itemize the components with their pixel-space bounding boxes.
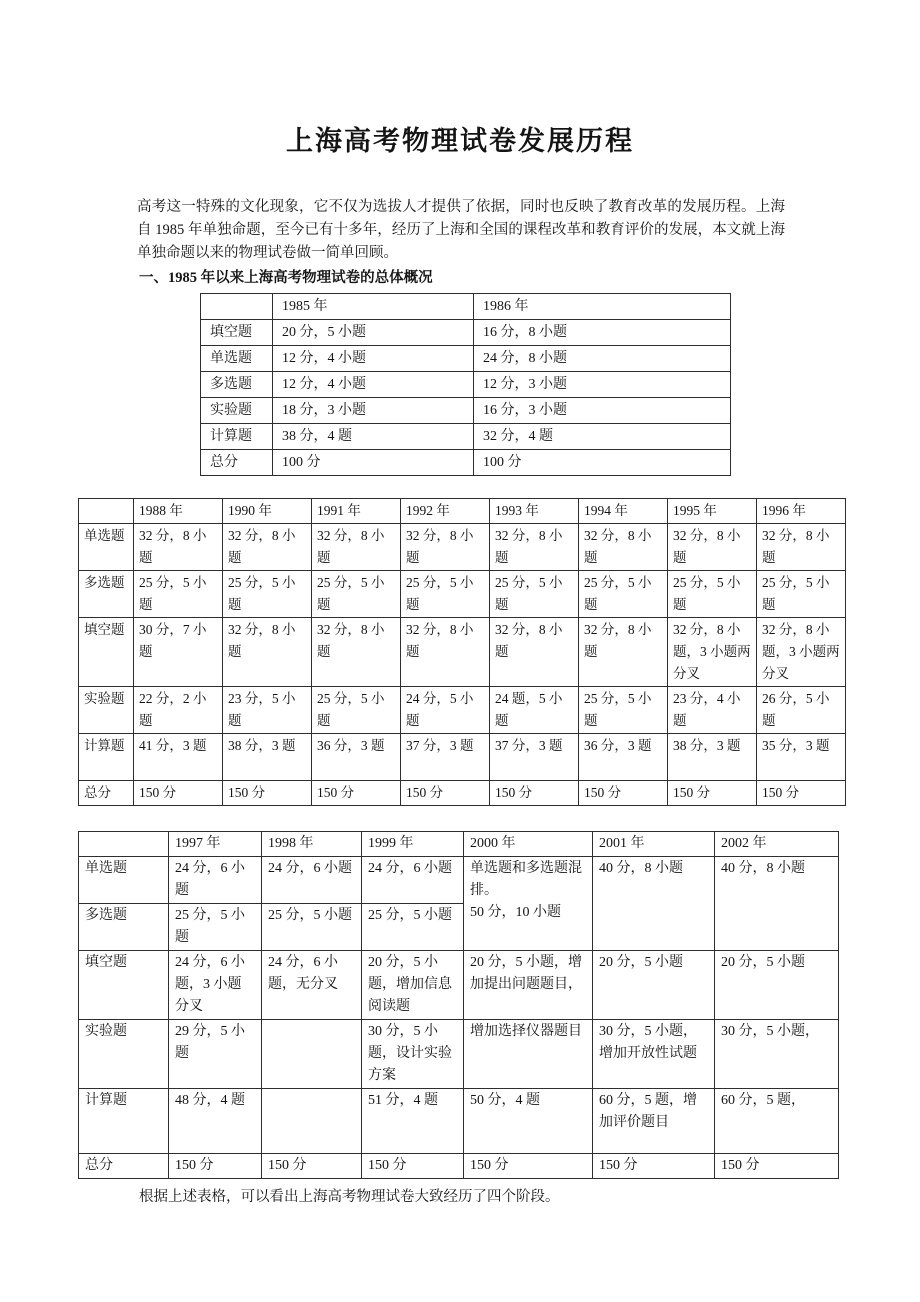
data-cell: 150 分 xyxy=(579,781,668,806)
table-row xyxy=(201,372,731,398)
year-header-cell: 1998 年 xyxy=(262,832,362,857)
exam-table-1997-2002 xyxy=(78,831,839,1179)
data-cell: 30 分，7 小题 xyxy=(134,618,223,687)
data-cell: 100 分 xyxy=(273,450,474,476)
data-cell: 37 分，3 题 xyxy=(401,734,490,781)
data-cell: 35 分，3 题 xyxy=(757,734,846,781)
data-cell: 25 分，5 小题 xyxy=(134,571,223,618)
data-cell: 24 分，6 小题，无分叉 xyxy=(262,951,362,1020)
row-label-cell: 总分 xyxy=(79,1154,169,1179)
data-cell: 25 分，5 小题 xyxy=(401,571,490,618)
data-cell: 16 分，8 小题 xyxy=(474,320,731,346)
data-cell: 24 分，5 小题 xyxy=(401,687,490,734)
data-cell xyxy=(262,1020,362,1089)
year-header-cell: 2001 年 xyxy=(593,832,715,857)
data-cell xyxy=(262,1089,362,1154)
row-label-cell: 实验题 xyxy=(79,1020,169,1089)
data-cell: 100 分 xyxy=(474,450,731,476)
data-cell: 60 分，5 题，增加评价题目 xyxy=(593,1089,715,1154)
row-label-cell: 多选题 xyxy=(201,372,273,398)
table-row xyxy=(79,951,839,1020)
data-cell: 25 分，5 小题 xyxy=(312,571,401,618)
closing-paragraph: 根据上述表格，可以看出上海高考物理试卷大致经历了四个阶段。 xyxy=(139,1189,560,1205)
row-label-cell: 计算题 xyxy=(79,1089,169,1154)
table-row xyxy=(79,1154,839,1179)
data-cell: 20 分，5 小题，增加提出问题题目， xyxy=(464,951,593,1020)
row-label-cell: 总分 xyxy=(79,781,134,806)
year-header-cell: 2000 年 xyxy=(464,832,593,857)
data-cell: 30 分，5 小题， xyxy=(715,1020,839,1089)
data-cell: 23 分，4 小题 xyxy=(668,687,757,734)
section-heading: 一、1985 年以来上海高考物理试卷的总体概况 xyxy=(139,270,433,286)
data-cell: 25 分，5 小题 xyxy=(169,904,262,951)
year-header-cell: 1992 年 xyxy=(401,499,490,524)
data-cell: 150 分 xyxy=(223,781,312,806)
table-row xyxy=(201,398,731,424)
data-cell: 25 分，5 小题 xyxy=(579,571,668,618)
row-label-cell: 计算题 xyxy=(79,734,134,781)
data-cell: 150 分 xyxy=(490,781,579,806)
table-row xyxy=(79,781,846,806)
year-header-cell: 1996 年 xyxy=(757,499,846,524)
data-cell: 23 分，5 小题 xyxy=(223,687,312,734)
data-cell: 20 分，5 小题 xyxy=(715,951,839,1020)
table-row xyxy=(79,618,846,687)
row-label-cell: 实验题 xyxy=(201,398,273,424)
data-cell: 单选题和多选题混排。 50 分，10 小题 xyxy=(464,857,593,951)
year-header-cell: 1995 年 xyxy=(668,499,757,524)
data-cell: 25 分，5 小题 xyxy=(579,687,668,734)
year-header-cell: 1991 年 xyxy=(312,499,401,524)
data-cell: 18 分，3 小题 xyxy=(273,398,474,424)
data-cell: 32 分，8 小题 xyxy=(668,524,757,571)
table-row xyxy=(79,524,846,571)
table-row xyxy=(201,424,731,450)
data-cell: 25 分，5 小题 xyxy=(490,571,579,618)
year-header-cell: 1988 年 xyxy=(134,499,223,524)
table-row xyxy=(79,687,846,734)
row-label-cell: 计算题 xyxy=(201,424,273,450)
data-cell: 25 分，5 小题 xyxy=(262,904,362,951)
table-row xyxy=(79,734,846,781)
data-cell: 25 分，5 小题 xyxy=(223,571,312,618)
data-cell: 60 分，5 题， xyxy=(715,1089,839,1154)
data-cell: 32 分，8 小题 xyxy=(579,524,668,571)
data-cell: 16 分，3 小题 xyxy=(474,398,731,424)
row-label-cell: 单选题 xyxy=(79,857,169,904)
year-header-cell: 1997 年 xyxy=(169,832,262,857)
data-cell: 36 分，3 题 xyxy=(312,734,401,781)
data-cell: 150 分 xyxy=(312,781,401,806)
data-cell: 26 分，5 小题 xyxy=(757,687,846,734)
data-cell: 20 分，5 小题 xyxy=(593,951,715,1020)
table-row xyxy=(79,1089,839,1154)
corner-cell xyxy=(79,499,134,524)
data-cell: 50 分，4 题 xyxy=(464,1089,593,1154)
data-cell: 32 分，8 小题 xyxy=(490,618,579,687)
data-cell: 24 分，8 小题 xyxy=(474,346,731,372)
data-cell: 40 分，8 小题 xyxy=(715,857,839,951)
data-cell: 32 分，8 小题，3 小题两分叉 xyxy=(757,618,846,687)
data-cell: 25 分，5 小题 xyxy=(312,687,401,734)
data-cell: 30 分，5 小题，增加开放性试题 xyxy=(593,1020,715,1089)
page-title: 上海高考物理试卷发展历程 xyxy=(286,126,634,156)
year-header-cell: 2002 年 xyxy=(715,832,839,857)
table-header-row xyxy=(79,499,846,524)
data-cell: 150 分 xyxy=(593,1154,715,1179)
row-label-cell: 多选题 xyxy=(79,904,169,951)
row-label-cell: 填空题 xyxy=(79,951,169,1020)
data-cell: 38 分，3 题 xyxy=(668,734,757,781)
data-cell: 12 分，3 小题 xyxy=(474,372,731,398)
data-cell: 51 分，4 题 xyxy=(362,1089,464,1154)
table-row xyxy=(79,1020,839,1089)
data-cell: 32 分，8 小题，3 小题两分叉 xyxy=(668,618,757,687)
data-cell: 32 分，8 小题 xyxy=(134,524,223,571)
data-cell: 32 分，8 小题 xyxy=(401,524,490,571)
data-cell: 40 分，8 小题 xyxy=(593,857,715,951)
row-label-cell: 填空题 xyxy=(201,320,273,346)
data-cell: 30 分，5 小题，设计实验方案 xyxy=(362,1020,464,1089)
data-cell: 38 分，3 题 xyxy=(223,734,312,781)
data-cell: 150 分 xyxy=(464,1154,593,1179)
year-header-cell: 1993 年 xyxy=(490,499,579,524)
data-cell: 150 分 xyxy=(362,1154,464,1179)
data-cell: 24 分，6 小题 xyxy=(169,857,262,904)
exam-table-1985-1986 xyxy=(200,293,731,476)
data-cell: 32 分，8 小题 xyxy=(490,524,579,571)
data-cell: 32 分，8 小题 xyxy=(579,618,668,687)
row-label-cell: 多选题 xyxy=(79,571,134,618)
table-header-row xyxy=(79,832,839,857)
row-label-cell: 实验题 xyxy=(79,687,134,734)
row-label-cell: 单选题 xyxy=(79,524,134,571)
data-cell: 24 分，6 小题 xyxy=(262,857,362,904)
intro-paragraph: 高考这一特殊的文化现象，它不仅为选拔人才提供了依据，同时也反映了教育改革的发展历程。上海自 1985 年单独命题，至今已有十多年，经历了上海和全国的课程改革和教育评价的发展，本文就上海单独命题以来的物理试卷做一简单回顾。 xyxy=(137,199,785,261)
data-cell: 32 分，8 小题 xyxy=(312,618,401,687)
year-header-cell: 1990 年 xyxy=(223,499,312,524)
table-row xyxy=(79,571,846,618)
data-cell: 150 分 xyxy=(757,781,846,806)
year-header-cell: 1985 年 xyxy=(273,294,474,320)
data-cell: 150 分 xyxy=(134,781,223,806)
row-label-cell: 单选题 xyxy=(201,346,273,372)
data-cell: 37 分，3 题 xyxy=(490,734,579,781)
data-cell: 20 分，5 小题 xyxy=(273,320,474,346)
data-cell: 36 分，3 题 xyxy=(579,734,668,781)
data-cell: 增加选择仪器题目 xyxy=(464,1020,593,1089)
data-cell: 25 分，5 小题 xyxy=(668,571,757,618)
data-cell: 38 分，4 题 xyxy=(273,424,474,450)
data-cell: 20 分，5 小题，增加信息阅读题 xyxy=(362,951,464,1020)
row-label-cell: 填空题 xyxy=(79,618,134,687)
data-cell: 22 分，2 小题 xyxy=(134,687,223,734)
data-cell: 32 分，8 小题 xyxy=(401,618,490,687)
data-cell: 24 题，5 小题 xyxy=(490,687,579,734)
data-cell: 150 分 xyxy=(401,781,490,806)
corner-cell xyxy=(201,294,273,320)
data-cell: 32 分，8 小题 xyxy=(223,524,312,571)
data-cell: 24 分，6 小题，3 小题分叉 xyxy=(169,951,262,1020)
data-cell: 32 分，8 小题 xyxy=(312,524,401,571)
table-row xyxy=(79,857,839,904)
year-header-cell: 1994 年 xyxy=(579,499,668,524)
data-cell: 32 分，8 小题 xyxy=(223,618,312,687)
data-cell: 150 分 xyxy=(262,1154,362,1179)
data-cell: 24 分，6 小题 xyxy=(362,857,464,904)
data-cell: 48 分，4 题 xyxy=(169,1089,262,1154)
corner-cell xyxy=(79,832,169,857)
data-cell: 25 分，5 小题 xyxy=(362,904,464,951)
row-label-cell: 总分 xyxy=(201,450,273,476)
data-cell: 150 分 xyxy=(668,781,757,806)
data-cell: 32 分，4 题 xyxy=(474,424,731,450)
data-cell: 12 分，4 小题 xyxy=(273,346,474,372)
data-cell: 25 分，5 小题 xyxy=(757,571,846,618)
year-header-cell: 1999 年 xyxy=(362,832,464,857)
table-row xyxy=(201,346,731,372)
exam-table-1988-1996 xyxy=(78,498,846,806)
data-cell: 150 分 xyxy=(715,1154,839,1179)
year-header-cell: 1986 年 xyxy=(474,294,731,320)
table-header-row xyxy=(201,294,731,320)
table-row xyxy=(201,450,731,476)
table-row xyxy=(201,320,731,346)
data-cell: 29 分，5 小题 xyxy=(169,1020,262,1089)
data-cell: 12 分，4 小题 xyxy=(273,372,474,398)
data-cell: 32 分，8 小题 xyxy=(757,524,846,571)
data-cell: 41 分，3 题 xyxy=(134,734,223,781)
data-cell: 150 分 xyxy=(169,1154,262,1179)
